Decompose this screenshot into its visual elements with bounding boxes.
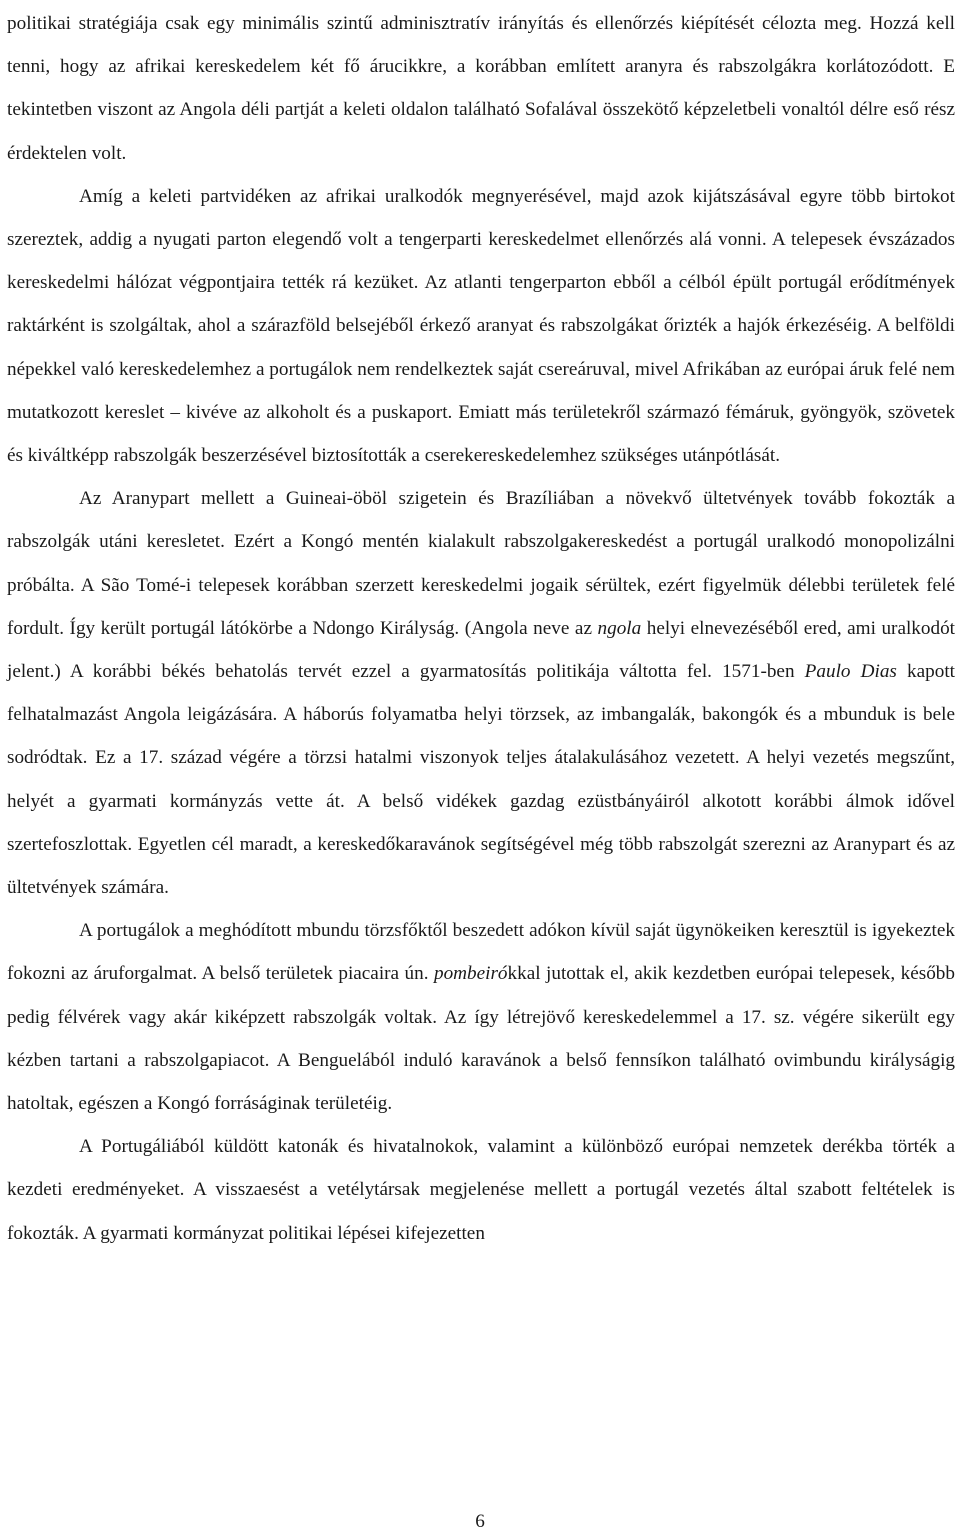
paragraph-p3 <box>7 477 955 909</box>
paragraph-p5 <box>7 1125 955 1255</box>
page-number: 6 <box>475 1511 485 1532</box>
text-run: A portugálok a meghódított mbundu törzsfőktől beszedett adókon kívül saját ügynökeiken keresztül is igyekeztek fokozni az áruforgalmat. A belső területek piacaira ún. <box>7 920 955 985</box>
text-run: kkal jutottak el, akik kezdetben európai telepesek, később pedig félvérek vagy akár kiképzett rabszolgák voltak. Az így létrejövő kereskedelemmel a 17. sz. végére sikerült egy kézben tartani a rabszolgapiacot. A Benguelából induló karavánok a belső fennsíkon található ovimbundu királyságig hatoltak, egészen a Kongó forráságinak területéig. <box>7 963 955 1115</box>
text-run: Az Aranypart mellett a Guineai-öböl szigetein és Brazíliában a növekvő ültetvények tovább fokozták a rabszolgák utáni keresletet. Ezért a Kongó mentén kialakult rabszolgakereskedést a portugál uralkodó monopolizálni próbálta. A São Tomé-i telepesek korábban szerzett kereskedelmi jogaik sérültek, ezért figyelmük délebbi területek felé fordult. Így került portugál látókörbe a Ndongo Királyság. (Angola neve az <box>7 488 955 639</box>
text-run: politikai stratégiája csak egy minimális szintű adminisztratív irányítás és ellenőrzés kiépítését célozta meg. Hozzá kell tenni, hogy az afrikai kereskedelem két fő árucikkre, a korábban említett aranyra és rabszolgákra korlátozódott. E tekintetben viszont az Angola déli partját a keleti oldalon található Sofalával összekötő képzeletbeli vonaltól délre eső rész érdektelen volt. <box>7 13 955 164</box>
italic-term: pombeiró <box>433 963 508 985</box>
paragraph-p4 <box>7 909 955 1125</box>
italic-term: Paulo Dias <box>804 661 897 683</box>
text-run: A Portugáliából küldött katonák és hivatalnokok, valamint a különböző európai nemzetek derékba törték a kezdeti eredményeket. A visszaesést a vetélytársak megjelenése mellett a portugál vezetés által szabott feltételek is fokozták. A gyarmati kormányzat politikai lépései kifejezetten <box>7 1136 955 1244</box>
text-run: helyi elnevezéséből ered, ami uralkodót jelent.) A korábbi békés behatolás tervét ezzel a gyarmatosítás politikája váltotta fel. 1571-ben <box>7 617 955 683</box>
text-run: Amíg a keleti partvidéken az afrikai uralkodók megnyerésével, majd azok kijátszásával egyre több birtokot szereztek, addig a nyugati parton elegendő volt a tengerparti kereskedelmet ellenőrzés alá vonni. A telepesek évszázados kereskedelmi hálózat végpontjaira tették rá kezüket. Az atlanti tengerparton ebből a célból épült portugál erődítmények raktárként is szolgáltak, ahol a szárazföld belsejéből érkező aranyat és rabszolgákat őrizték a hajók érkezéséig. A belföldi népekkel való kereskedelemhez a portugálok nem rendelkeztek saját csereáruval, mivel Afrikában az európai áruk felé nem mutatkozott kereslet – kivéve az alkoholt és a puskaport. Emiatt más területekről származó fémáruk, gyöngyök, szövetek és kiváltképp rabszolgák beszerzésével biztosították a cserekereskedelemhez szükséges utánpótlását. <box>7 185 955 467</box>
paragraph-p2 <box>7 175 955 477</box>
document-page <box>7 0 955 1255</box>
body-text <box>7 0 955 1255</box>
text-run: kapott felhatalmazást Angola leigázására. A háborús folyamatba helyi törzsek, az imbangalák, bakongók és a mbunduk is bele sodródtak. Ez a 17. század végére a törzsi hatalmi viszonyok teljes átalakulásához vezetett. A helyi vezetés megszűnt, helyét a gyarmati kormányzás vette át. A belső vidékek gazdag ezüstbányáiról alkotott korábbi álmok idővel szertefoszlottak. Egyetlen cél maradt, a kereskedőkaravánok segítségével még több rabszolgát szerezni az Aranypart és az ültetvények számára. <box>7 661 955 899</box>
italic-term: ngola <box>597 617 642 639</box>
paragraph-p1 <box>7 2 955 175</box>
